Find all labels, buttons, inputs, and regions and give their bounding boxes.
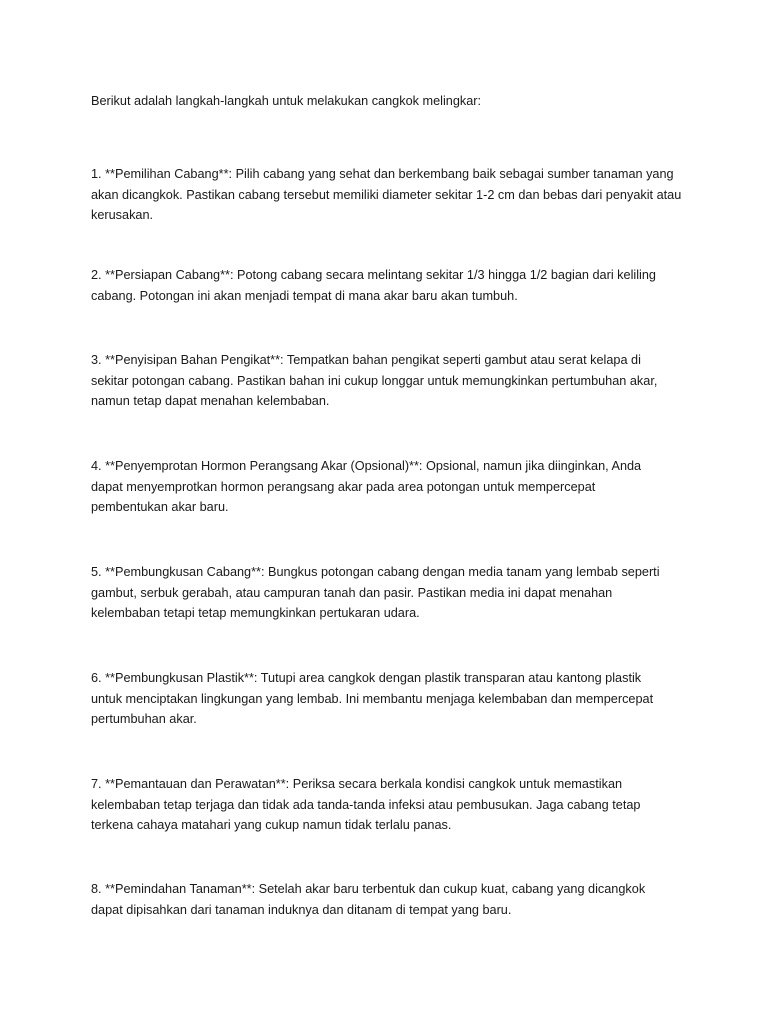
step-5-line-2: gambut, serbuk gerabah, atau campuran tanah dan pasir. Pastikan media ini dapat menahan (91, 585, 613, 600)
step-5 (91, 562, 660, 624)
step-7-line-2: kelembaban tetap terjaga dan tidak ada tanda-tanda infeksi atau pembusukan. Jaga cabang tetap (91, 797, 641, 812)
step-7 (91, 774, 640, 836)
step-3-line-1: 3. **Penyisipan Bahan Pengikat**: Tempatkan bahan pengikat seperti gambut atau serat kelapa di (91, 353, 641, 367)
step-4-line-3: pembentukan akar baru. (91, 500, 229, 514)
step-6-line-3: pertumbuhan akar. (91, 712, 197, 726)
step-2-line-1: 2. **Persiapan Cabang**: Potong cabang secara melintang sekitar 1/3 hingga 1/2 bagian dari keliling (91, 268, 656, 282)
step-2 (91, 265, 656, 306)
step-4-line-1: 4. **Penyemprotan Hormon Perangsang Akar (Opsional)**: Opsional, namun jika diinginkan, Anda (91, 459, 642, 473)
step-3 (91, 350, 657, 412)
step-1-line-2: akan dicangkok. Pastikan cabang tersebut memiliki diameter sekitar 1-2 cm dan bebas dari penyakit atau (91, 187, 682, 202)
step-2-line-2: cabang. Potongan ini akan menjadi tempat di mana akar baru akan tumbuh. (91, 288, 518, 303)
step-4-line-2: dapat menyemprotkan hormon perangsang akar pada area potongan untuk mempercepat (91, 479, 596, 494)
step-1 (91, 164, 681, 226)
intro-paragraph: Berikut adalah langkah-langkah untuk melakukan cangkok melingkar: (91, 94, 482, 108)
step-8-line-2: dapat dipisahkan dari tanaman induknya dan ditanam di tempat yang baru. (91, 902, 512, 917)
step-6-line-1: 6. **Pembungkusan Plastik**: Tutupi area cangkok dengan plastik transparan atau kantong plastik (91, 671, 642, 685)
step-5-line-1: 5. **Pembungkusan Cabang**: Bungkus potongan cabang dengan media tanam yang lembab seperti (91, 565, 660, 579)
step-3-line-3: namun tetap dapat menahan kelembaban. (91, 394, 330, 408)
step-5-line-3: kelembaban tetapi tetap memungkinkan pertukaran udara. (91, 606, 420, 620)
step-7-line-3: terkena cahaya matahari yang cukup namun tidak terlalu panas. (91, 818, 452, 832)
step-7-line-1: 7. **Pemantauan dan Perawatan**: Periksa secara berkala kondisi cangkok untuk memastikan (91, 777, 623, 791)
step-8-line-1: 8. **Pemindahan Tanaman**: Setelah akar baru terbentuk dan cukup kuat, cabang yang dicangkok (91, 882, 646, 896)
step-4 (91, 456, 641, 518)
step-1-line-3: kerusakan. (91, 208, 154, 222)
step-8 (91, 879, 645, 920)
step-1-line-1: 1. **Pemilihan Cabang**: Pilih cabang yang sehat dan berkembang baik sebagai sumber tanaman yang (91, 167, 674, 181)
step-3-line-2: sekitar potongan cabang. Pastikan bahan ini cukup longgar untuk memungkinkan pertumbuhan akar, (91, 373, 658, 388)
step-6-line-2: untuk menciptakan lingkungan yang lembab. Ini membantu menjaga kelembaban dan mempercepat (91, 691, 654, 706)
step-6 (91, 668, 653, 730)
